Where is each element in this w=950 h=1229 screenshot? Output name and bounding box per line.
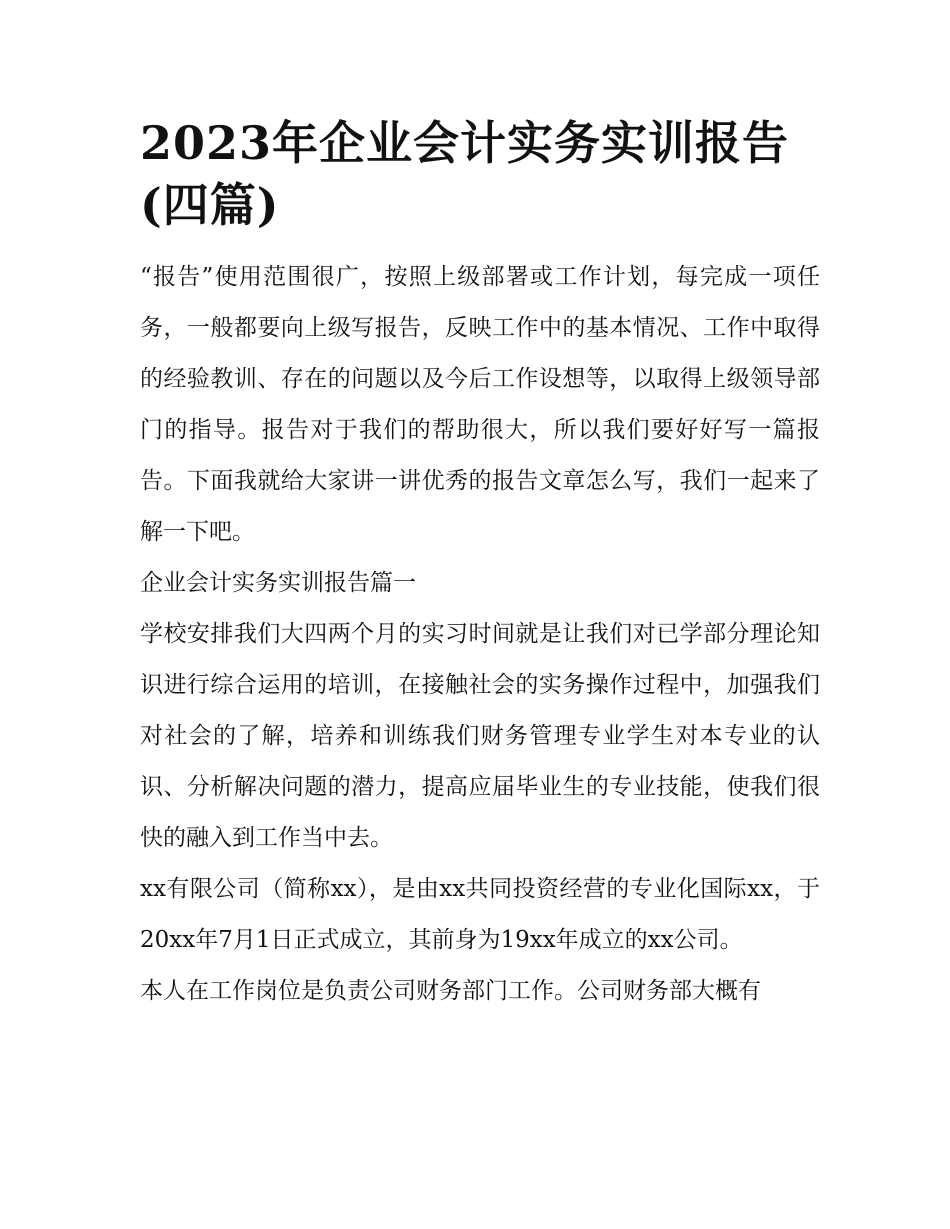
intro-paragraph: “报告”使用范围很广，按照上级部署或工作计划，每完成一项任务，一般都要向上级写报告，反映工作中的基本情况、工作中取得的经验教训、存在的问题以及今后工作设想等，以取得上级领导部门的指导。报告对于我们的帮助很大，所以我们要好好写一篇报告。下面我就给大家讲一讲优秀的报告文章怎么写，我们一起来了解一下吧。 bbox=[140, 264, 820, 545]
document-page bbox=[140, 112, 820, 1017]
document-title: 2023年企业会计实务实训报告(四篇) bbox=[140, 116, 790, 232]
body-paragraph: 本人在工作岗位是负责公司财务部门工作。公司财务部大概有 bbox=[140, 978, 761, 1004]
body-paragraph: 学校安排我们大四两个月的实习时间就是让我们对已学部分理论知识进行综合运用的培训，在接触社会的实务操作过程中，加强我们对社会的了解，培养和训练我们财务管理专业学生对本专业的认识、分析解决问题的潜力，提高应届毕业生的专业技能，使我们很快的融入到工作当中去。 bbox=[140, 621, 820, 851]
body-paragraph: xx有限公司（简称xx），是由xx共同投资经营的专业化国际xx，于20xx年7月1日正式成立，其前身为19xx年成立的xx公司。 bbox=[140, 876, 820, 953]
section-heading: 企业会计实务实训报告篇一 bbox=[140, 570, 416, 596]
